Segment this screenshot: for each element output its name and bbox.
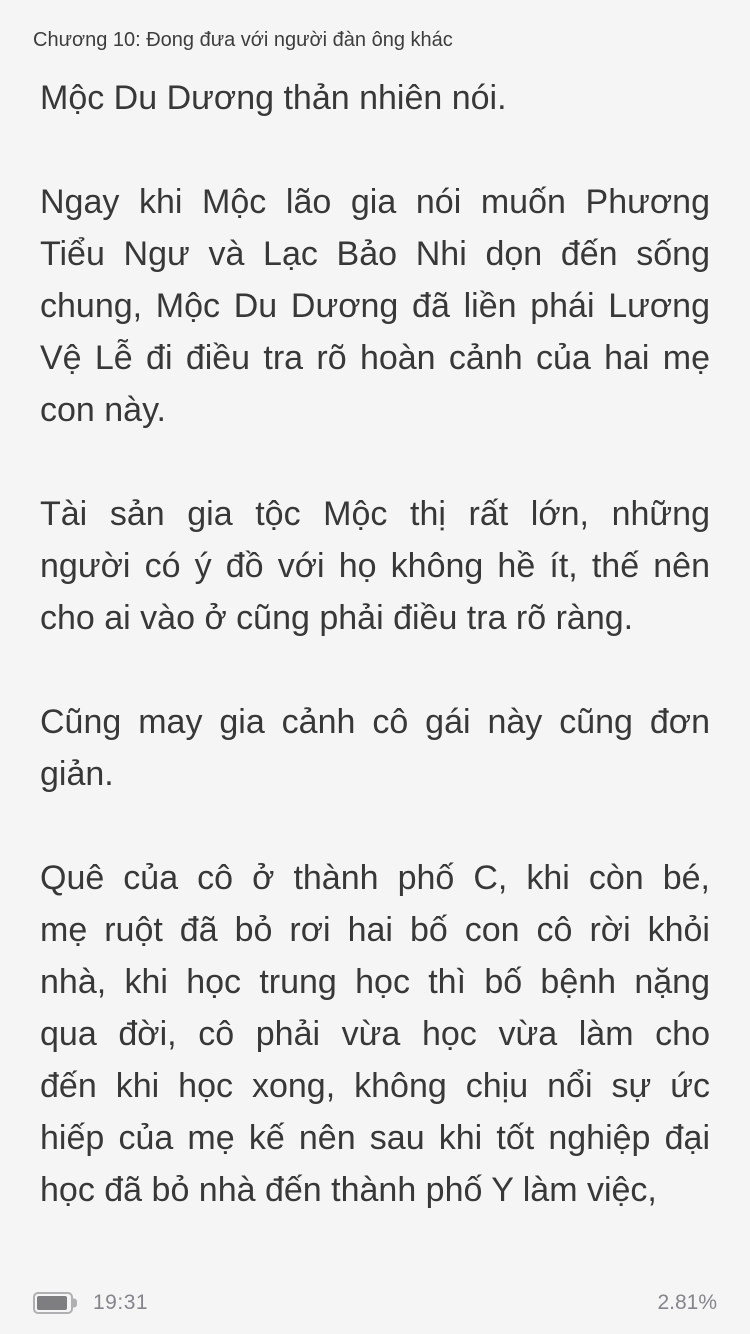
battery-fill [37,1296,67,1310]
text-line: hiếp của mẹ kế nên sau khi tốt nghiệp đại [40,1119,710,1157]
text-line: con này. [40,391,167,429]
paragraph [40,72,710,124]
text-line: Mộc Du Dương thản nhiên nói. [40,79,507,117]
text-line: giản. [40,755,114,793]
chapter-title: Chương 10: Đong đưa với người đàn ông khác [33,29,453,51]
clock-time: 19:31 [93,1291,149,1314]
text-line: Tiểu Ngư và Lạc Bảo Nhi dọn đến sống [40,235,710,273]
text-line: mẹ ruột đã bỏ rơi hai bố con cô rời khỏi [40,911,710,949]
battery-icon [33,1292,73,1314]
battery-nub [73,1299,77,1308]
text-line: qua đời, cô phải vừa học vừa làm cho [40,1015,710,1053]
text-line: đến khi học xong, không chịu nổi sự ức [40,1067,710,1105]
text-line: Cũng may gia cảnh cô gái này cũng đơn [40,703,710,741]
paragraph [40,488,710,644]
text-line: Ngay khi Mộc lão gia nói muốn Phương [40,183,710,221]
text-line: Vệ Lễ đi điều tra rõ hoàn cảnh của hai mẹ [40,339,710,377]
text-line: nhà, khi học trung học thì bố bệnh nặng [40,963,710,1001]
text-line: chung, Mộc Du Dương đã liền phái Lương [40,287,710,325]
paragraph [40,696,710,800]
text-line: Quê của cô ở thành phố C, khi còn bé, [40,859,710,897]
reading-progress: 2.81% [657,1291,717,1314]
text-line: Tài sản gia tộc Mộc thị rất lớn, những [40,495,710,533]
text-line: cho ai vào ở cũng phải điều tra rõ ràng. [40,599,634,637]
text-line: học đã bỏ nhà đến thành phố Y làm việc, [40,1171,657,1209]
paragraph [40,176,710,436]
paragraph [40,852,710,1216]
footer-status-bar [33,1289,717,1317]
text-line: người có ý đồ với họ không hề ít, thế nên [40,547,710,585]
paragraphs[interactable] [40,72,710,1268]
